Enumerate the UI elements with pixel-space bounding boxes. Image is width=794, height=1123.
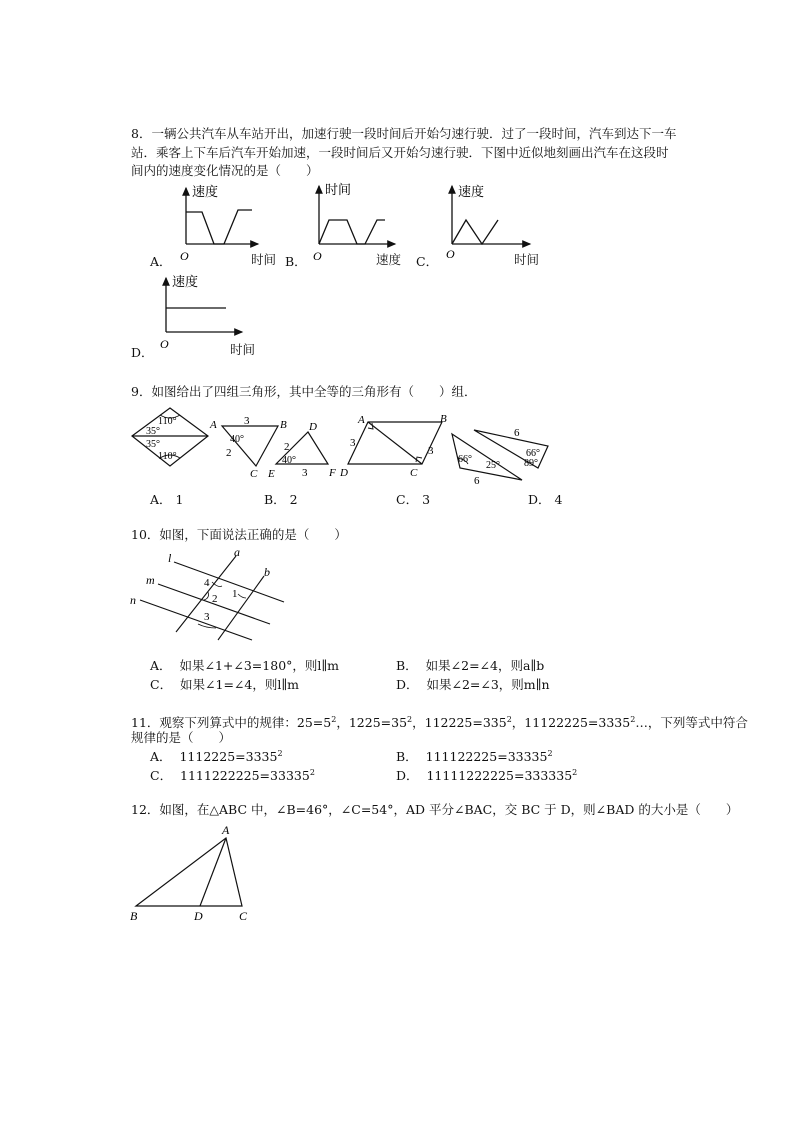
svg-text:110°: 110° bbox=[158, 416, 177, 427]
svg-text:110°: 110° bbox=[158, 451, 177, 462]
q10-option-c: C． 如果∠1=∠4，则l∥m bbox=[150, 677, 299, 692]
svg-text:35°: 35° bbox=[146, 439, 160, 450]
q11-option-d: D． $11111222225=333335^2$ bbox=[396, 767, 578, 783]
svg-text:D: D bbox=[309, 421, 317, 433]
origin-label: O bbox=[160, 337, 169, 351]
svg-text:89°: 89° bbox=[524, 458, 538, 469]
q9-stem: 9．如图给出了四组三角形，其中全等的三角形有（ ）组． bbox=[131, 384, 477, 399]
svg-text:6: 6 bbox=[514, 427, 520, 439]
speed-curve bbox=[186, 210, 252, 244]
q10-option-d: D． 如果∠2=∠3，则m∥n bbox=[396, 677, 550, 692]
q10-option-b: B． 如果∠2=∠4，则a∥b bbox=[396, 658, 545, 673]
svg-text:B: B bbox=[280, 419, 287, 431]
svg-text:D: D bbox=[340, 467, 348, 479]
svg-text:3: 3 bbox=[302, 467, 308, 479]
q10-option-a: A． 如果∠1+∠3=180°，则l∥m bbox=[150, 658, 340, 673]
q12-stem: 12．如图，在△ABC 中，∠B=46°，∠C=54°，AD 平分∠BAC，交 BC 于 D，则∠BAD 的大小是（ ） bbox=[131, 802, 739, 817]
q9-option-a: A． 1 bbox=[150, 492, 184, 507]
svg-text:l: l bbox=[168, 551, 172, 565]
q9-option-b: B． 2 bbox=[264, 492, 298, 507]
origin-label: O bbox=[313, 249, 322, 263]
q11-stem-line1: 11．观察下列算式中的规律：$25=5^2$，$1225=35^2$，$112225=335^2$，$11122225=3335^2\dots$，下列等式中符合 bbox=[131, 715, 748, 731]
q8-option-c-letter: C． bbox=[416, 254, 439, 269]
triangle-abc bbox=[136, 838, 242, 906]
curve bbox=[319, 220, 385, 244]
svg-text:1: 1 bbox=[232, 588, 238, 600]
svg-text:2: 2 bbox=[226, 447, 232, 459]
q9-figure-2 bbox=[208, 414, 342, 480]
q8-stem-line3: 间内的速度变化情况的是（ ） bbox=[131, 163, 319, 178]
q12-triangle-figure bbox=[126, 822, 266, 926]
svg-text:n: n bbox=[130, 593, 136, 607]
svg-text:b: b bbox=[264, 565, 270, 579]
speed-curve bbox=[452, 220, 498, 244]
q9-option-c: C． 3 bbox=[396, 492, 431, 507]
origin-label: O bbox=[446, 247, 455, 261]
svg-text:3: 3 bbox=[350, 437, 356, 449]
q10-stem: 10．如图，下面说法正确的是（ ） bbox=[131, 527, 347, 542]
svg-text:C: C bbox=[250, 468, 258, 480]
svg-text:2: 2 bbox=[212, 593, 218, 605]
svg-text:C: C bbox=[239, 909, 248, 923]
q8-option-d-letter: D． bbox=[131, 345, 154, 360]
y-axis-label: 时间 bbox=[325, 182, 352, 197]
q8-stem-line1: 8．一辆公共汽车从车站开出，加速行驶一段时间后开始匀速行驶．过了一段时间，汽车到达下一车 bbox=[131, 126, 677, 141]
svg-text:D: D bbox=[194, 909, 203, 923]
svg-text:25°: 25° bbox=[486, 460, 500, 471]
svg-text:3: 3 bbox=[204, 611, 210, 623]
q10-figure bbox=[128, 544, 288, 644]
svg-text:2: 2 bbox=[284, 441, 290, 453]
svg-text:m: m bbox=[146, 573, 155, 587]
q9-figure-4 bbox=[444, 420, 556, 492]
q9-figure-1 bbox=[128, 404, 212, 474]
y-axis-label: 速度 bbox=[458, 184, 485, 199]
q9-figure-3 bbox=[338, 414, 448, 480]
origin-label: O bbox=[180, 249, 189, 263]
svg-text:6: 6 bbox=[474, 475, 480, 487]
q8-stem-line2: 站．乘客上下车后汽车开始加速，一段时间后又开始匀速行驶．下图中近似地刻画出汽车在这段时 bbox=[131, 145, 669, 160]
svg-text:66°: 66° bbox=[526, 448, 540, 459]
q11-stem-line2: 规律的是（ ） bbox=[131, 730, 232, 745]
svg-text:35°: 35° bbox=[146, 426, 160, 437]
svg-text:F: F bbox=[329, 467, 336, 479]
svg-text:A: A bbox=[222, 823, 230, 837]
svg-text:40°: 40° bbox=[282, 455, 296, 466]
q11-option-c: C． $1111222225=33335^2$ bbox=[150, 767, 315, 783]
svg-text:A: A bbox=[358, 414, 365, 426]
svg-text:66°: 66° bbox=[458, 454, 472, 465]
y-axis-label: 速度 bbox=[172, 274, 199, 289]
svg-text:3: 3 bbox=[244, 415, 250, 427]
svg-text:B: B bbox=[130, 909, 138, 923]
q8-graph-c-x-label: 时间 bbox=[514, 252, 540, 267]
svg-text:B: B bbox=[440, 414, 447, 425]
q8-option-a-letter: A． bbox=[150, 254, 172, 269]
svg-text:E: E bbox=[268, 468, 275, 480]
q11-option-b: B． $111122225=33335^2$ bbox=[396, 748, 553, 764]
q8-graph-d-x-label: 时间 bbox=[230, 342, 256, 357]
svg-text:4: 4 bbox=[204, 577, 210, 589]
q11-option-a: A． $1112225=3335^2$ bbox=[150, 748, 283, 764]
svg-text:a: a bbox=[234, 545, 240, 559]
q9-option-d: D． 4 bbox=[528, 492, 563, 507]
svg-text:A: A bbox=[210, 419, 217, 431]
q8-graph-a-x-label: 时间 bbox=[251, 252, 277, 267]
svg-text:40°: 40° bbox=[230, 434, 244, 445]
q8-option-b-letter: B． bbox=[285, 254, 307, 269]
q8-graph-b-x-label: 速度 bbox=[376, 252, 402, 267]
svg-text:3: 3 bbox=[428, 445, 434, 457]
svg-text:C: C bbox=[410, 467, 418, 479]
y-axis-label: 速度 bbox=[192, 184, 219, 199]
